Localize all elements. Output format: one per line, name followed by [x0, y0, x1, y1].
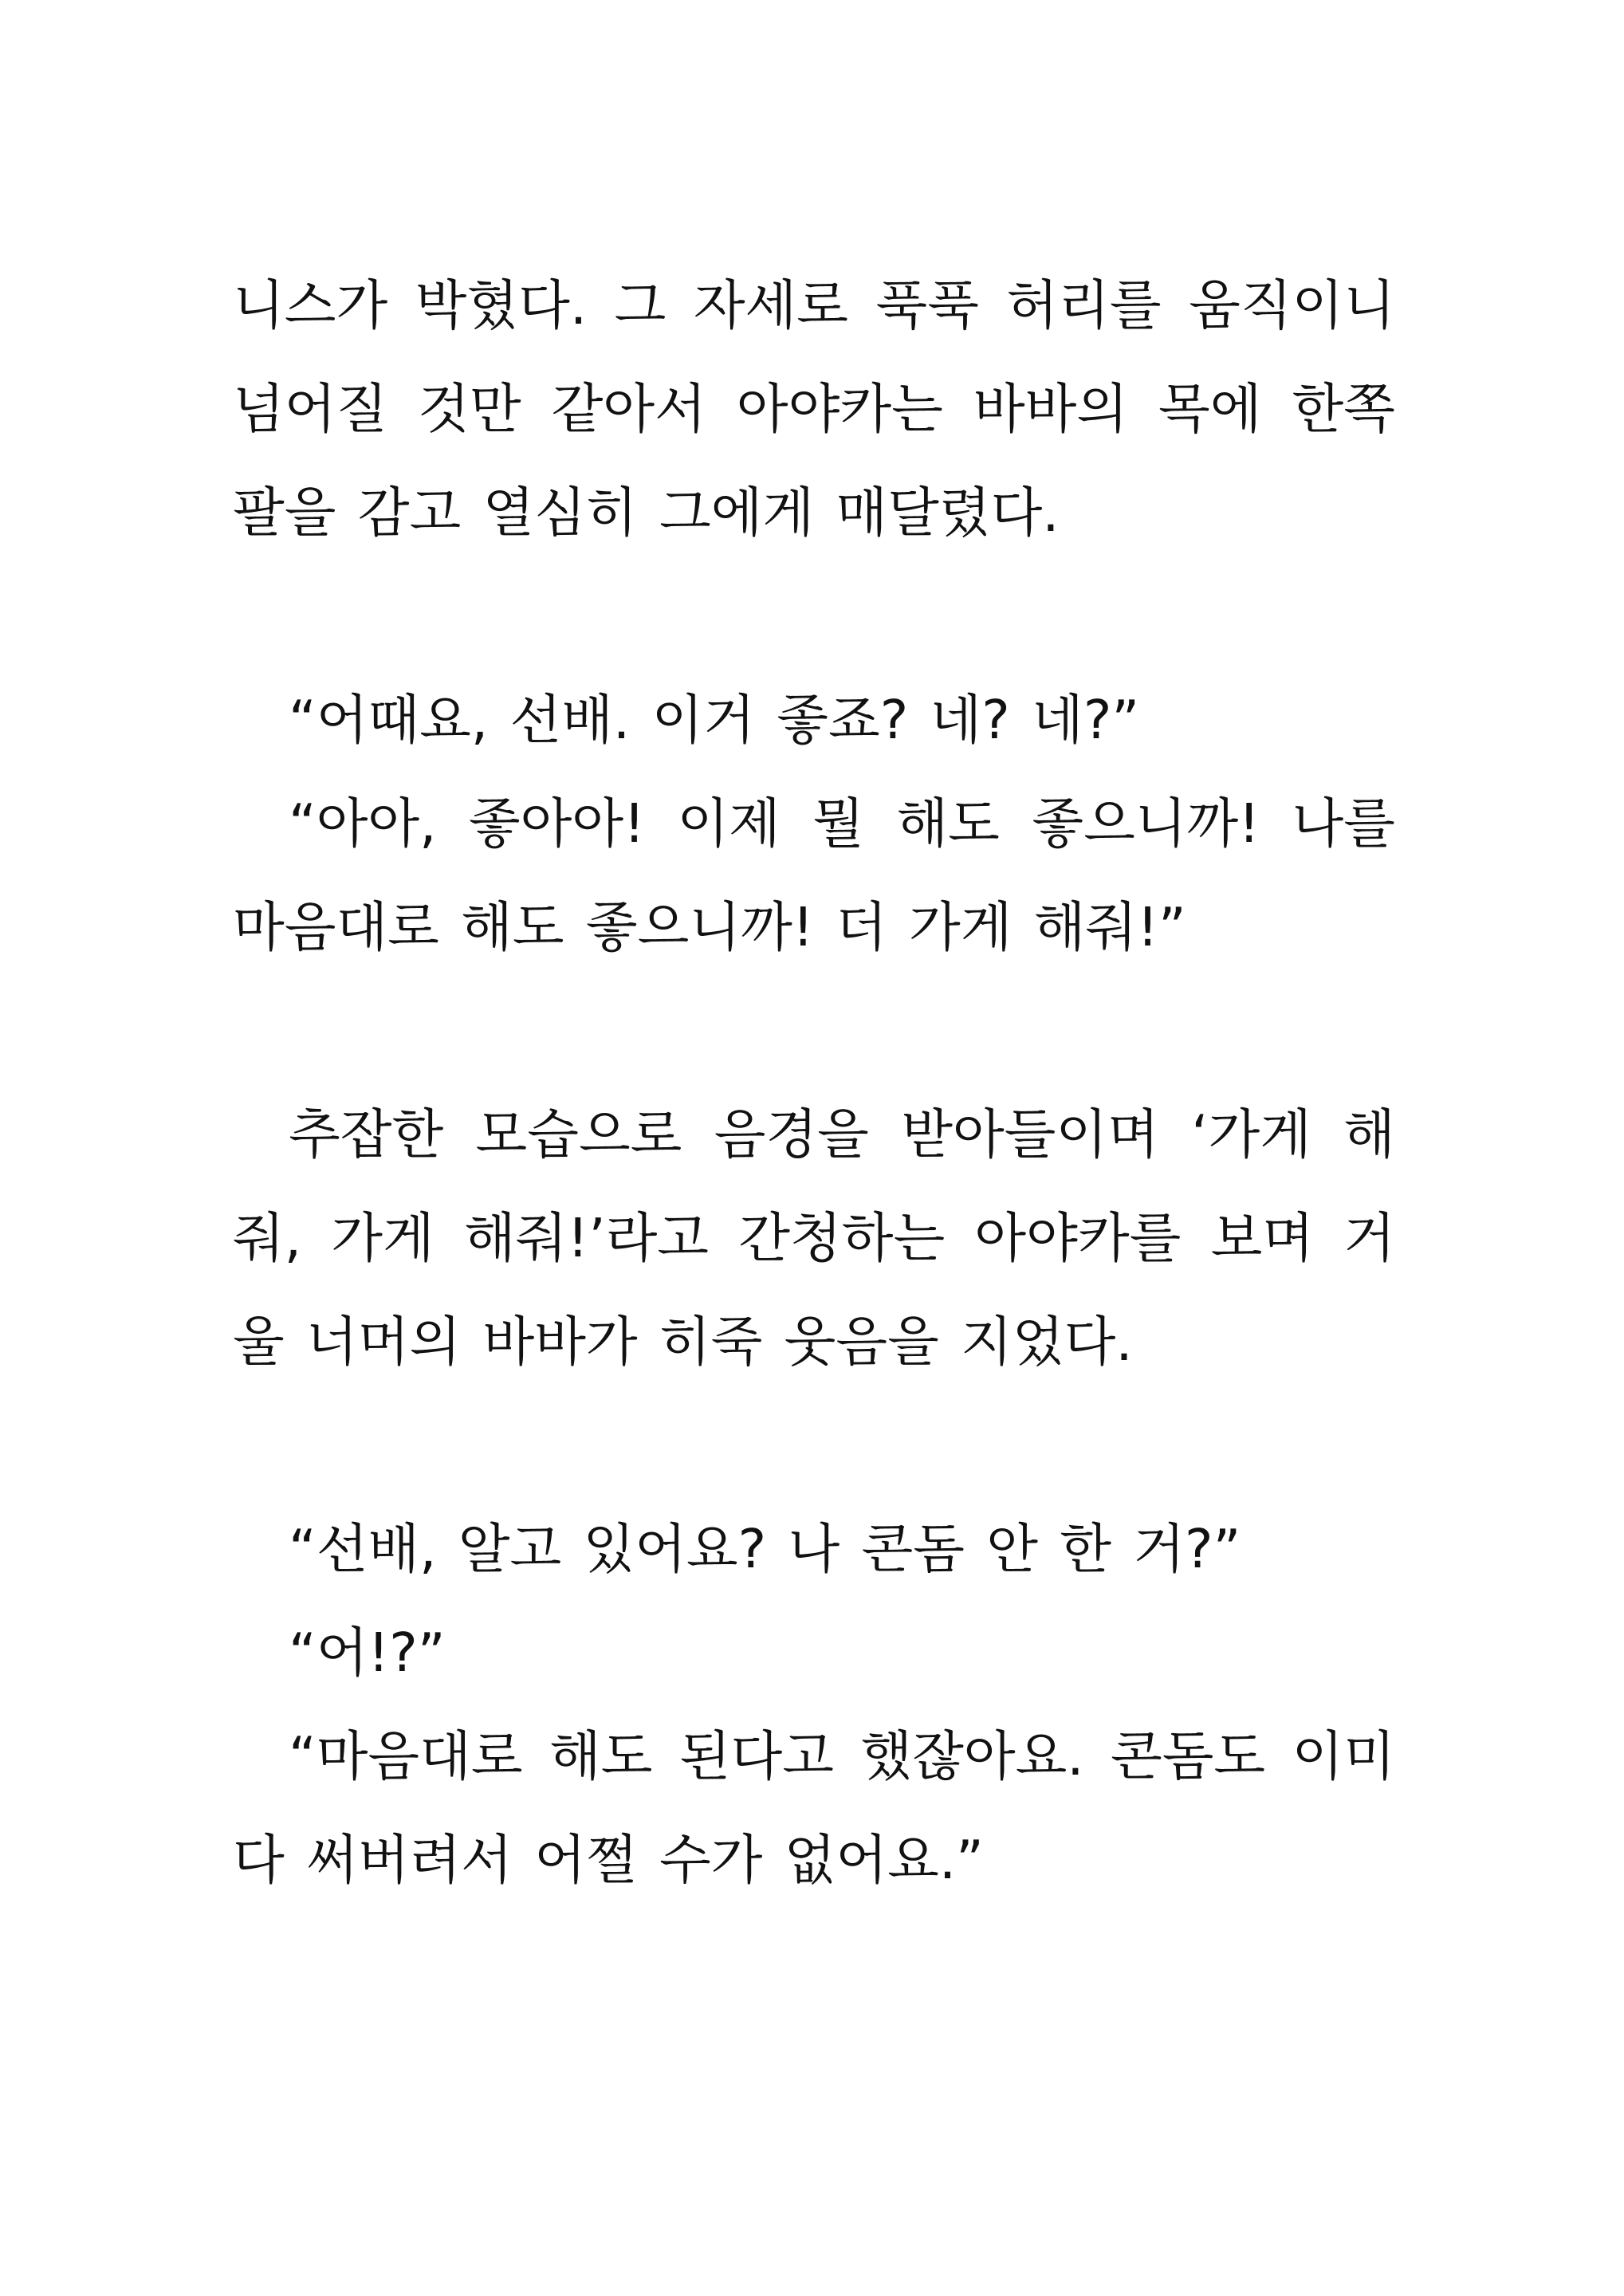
- dialogue-line-1: “어때요, 선배. 이거 좋죠? 네? 네?”: [289, 689, 1140, 751]
- paragraph-2: 추잡한 모습으로 음경을 받아들이며 ‘가게 해줘, 가게 해줘!’라고 간청하는 아야카를 보며 거울 너머의 바바가 히죽 웃음을 지었다.: [233, 1103, 1395, 1373]
- body-text: [233, 254, 1395, 1912]
- paragraph-1: 니스가 박혔다. 그 자세로 푹푹 허리를 움직이니 넘어질 것만 같아서 아야카는 바바의 목에 한쪽 팔을 감고 열심히 그에게 매달렸다.: [233, 274, 1395, 544]
- dialogue-line-2: “아아, 좋아아! 이제 뭘 해도 좋으니까! 나를 마음대로 해도 좋으니까! 더 가게 해줘!”: [233, 792, 1395, 958]
- dialogue-line-4: “어!?”: [289, 1622, 446, 1684]
- dialogue-line-5: “마음대로 해도 된다고 했잖아요. 콘돔도 이미 다 써버려서 어쩔 수가 없어요.”: [233, 1725, 1395, 1891]
- dialogue-line-3: “선배, 알고 있어요? 나 콘돔 안 한 거?”: [289, 1518, 1241, 1580]
